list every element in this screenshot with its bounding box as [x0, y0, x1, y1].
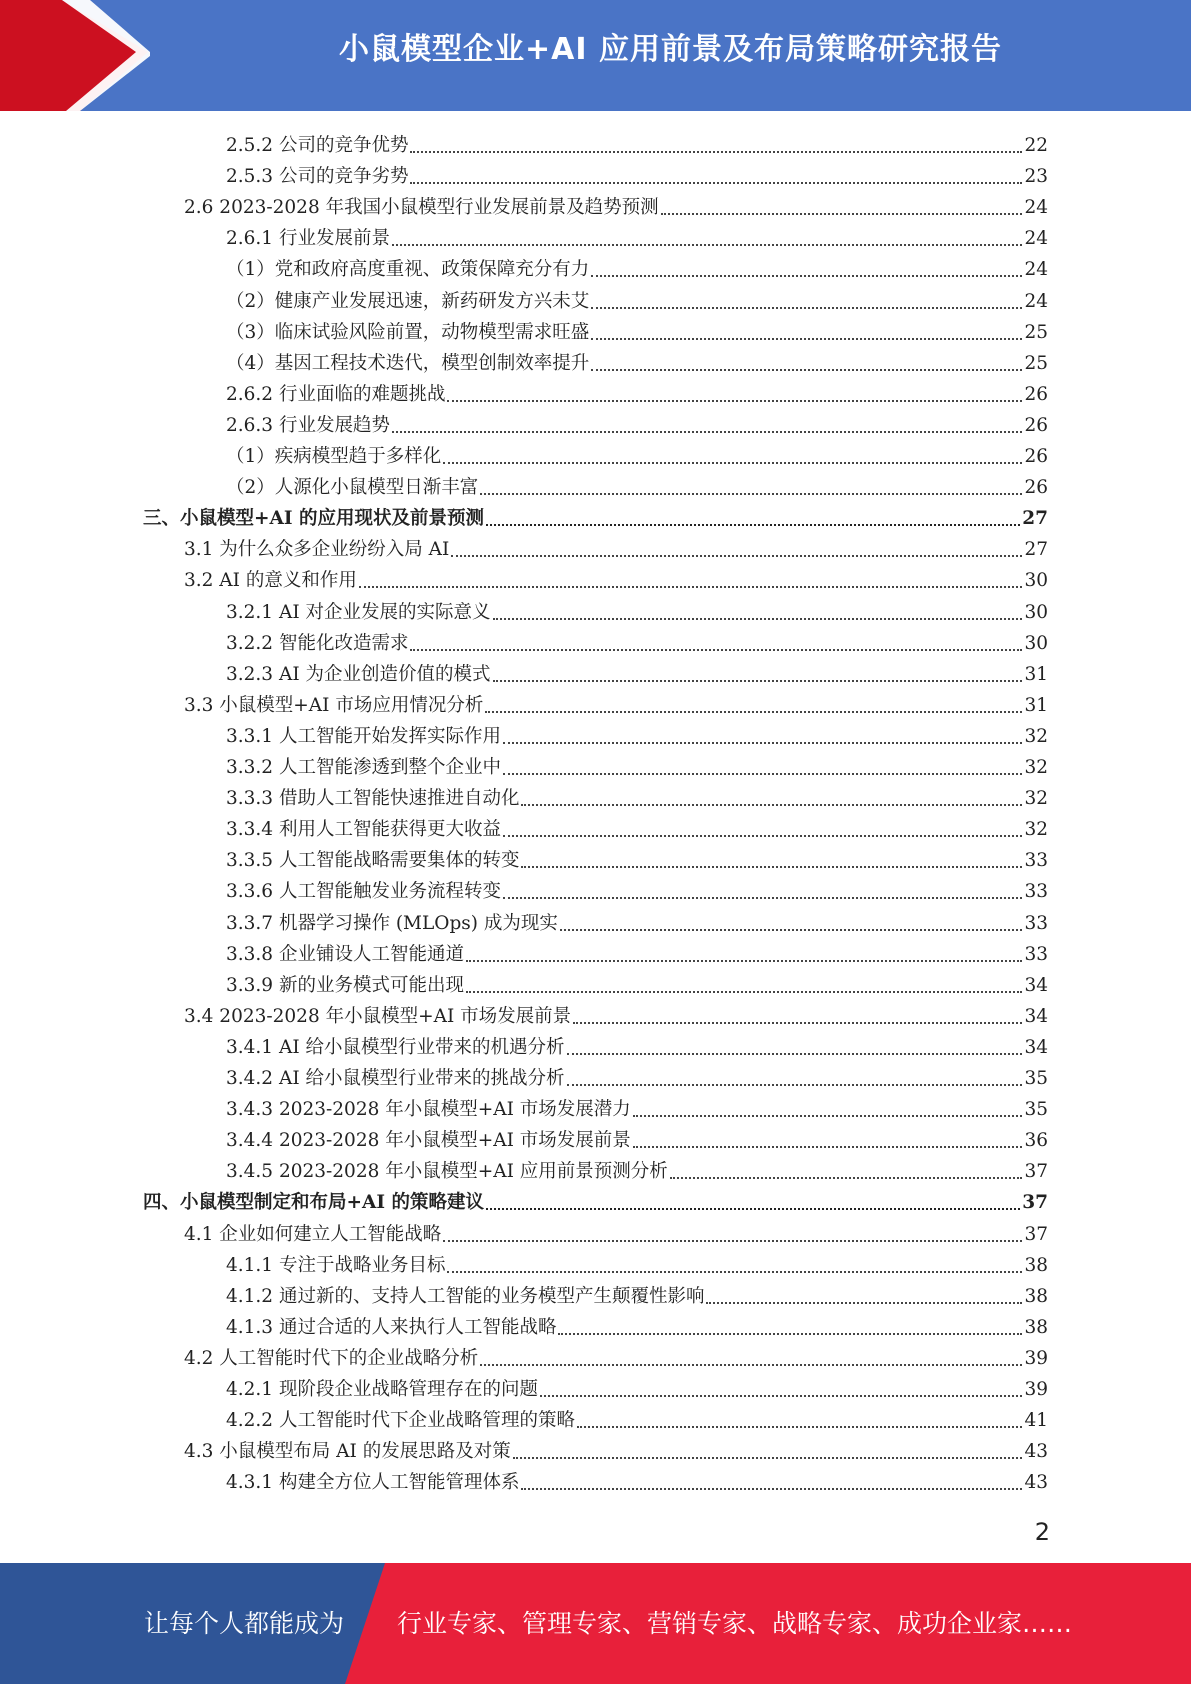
toc-entry-title: 3.3.8 企业铺设人工智能通道: [226, 943, 464, 965]
toc-entry[interactable]: [226, 905, 1048, 936]
toc-dot-leader: [567, 1084, 1023, 1086]
toc-entry-title: 4.1 企业如何建立人工智能战略: [184, 1223, 442, 1245]
toc-dot-leader: [466, 991, 1022, 993]
toc-dot-leader: [480, 493, 1022, 495]
toc-dot-leader: [392, 244, 1022, 246]
toc-dot-leader: [521, 1488, 1022, 1490]
toc-dot-leader: [558, 1333, 1022, 1335]
toc-entry[interactable]: [184, 1216, 1048, 1247]
toc-entry[interactable]: [226, 718, 1048, 749]
toc-dot-leader: [633, 1146, 1023, 1148]
toc-entry-title: （1）党和政府高度重视、政策保障充分有力: [226, 259, 590, 281]
page-footer: [0, 1563, 1191, 1684]
toc-dot-leader: [466, 960, 1022, 962]
toc-entry-title: 4.1.1 专注于战略业务目标: [226, 1254, 446, 1276]
toc-entry-title: 3.3.6 人工智能触发业务流程转变: [226, 881, 501, 903]
toc-entry-title: 3.3 小鼠模型+AI 市场应用情况分析: [184, 694, 484, 716]
toc-entry-title: 3.4.5 2023-2028 年小鼠模型+AI 应用前景预测分析: [226, 1161, 668, 1183]
toc-entry-title: 4.3 小鼠模型布局 AI 的发展思路及对策: [184, 1441, 511, 1463]
toc-dot-leader: [591, 307, 1022, 309]
toc-entry-page: 33: [1024, 912, 1048, 934]
toc-dot-leader: [560, 929, 1023, 931]
toc-entry-page: 38: [1024, 1254, 1048, 1276]
toc-entry-title: 3.3.2 人工智能渗透到整个企业中: [226, 757, 501, 778]
toc-dot-leader: [521, 804, 1022, 806]
toc-entry[interactable]: [184, 189, 1048, 220]
toc-entry-page: 33: [1024, 881, 1048, 903]
toc-entry-page: 43: [1024, 1441, 1048, 1463]
toc-entry-title: 4.2 人工智能时代下的企业战略分析: [184, 1347, 479, 1369]
toc-entry-title: 三、小鼠模型+AI 的应用现状及前景预测: [143, 508, 484, 530]
toc-entry[interactable]: [226, 1371, 1048, 1402]
toc-entry[interactable]: [226, 594, 1048, 625]
toc-entry[interactable]: [226, 251, 1048, 282]
toc-entry[interactable]: [226, 314, 1048, 345]
toc-entry[interactable]: [226, 1029, 1048, 1060]
toc-entry-title: 4.3.1 构建全方位人工智能管理体系: [226, 1472, 520, 1494]
toc-entry-title: 3.3.5 人工智能战略需要集体的转变: [226, 850, 520, 872]
toc-entry-page: 33: [1024, 943, 1048, 965]
toc-dot-leader: [503, 742, 1022, 744]
toc-entry-page: 32: [1024, 757, 1048, 778]
toc-entry[interactable]: [143, 500, 1048, 531]
toc-entry-title: 3.2.3 AI 为企业创造价值的模式: [226, 663, 491, 685]
toc-entry-title: 3.2.2 智能化改造需求: [226, 632, 409, 654]
toc-dot-leader: [591, 369, 1022, 371]
toc-entry-page: 41: [1024, 1410, 1048, 1432]
toc-entry-page: 27: [1022, 508, 1048, 530]
toc-dot-leader: [577, 1426, 1022, 1428]
toc-entry-title: 3.1 为什么众多企业纷纷入局 AI: [184, 539, 450, 561]
toc-entry[interactable]: [226, 1091, 1048, 1122]
toc-entry-page: 27: [1024, 539, 1048, 561]
toc-entry[interactable]: [226, 749, 1048, 780]
toc-entry[interactable]: [184, 1433, 1048, 1464]
toc-entry[interactable]: [184, 531, 1048, 562]
toc-entry-title: （2）健康产业发展迅速，新药研发方兴未艾: [226, 290, 590, 312]
toc-entry-page: 39: [1024, 1379, 1048, 1400]
toc-entry[interactable]: [226, 1122, 1048, 1153]
toc-entry-title: 2.6 2023-2028 年我国小鼠模型行业发展前景及趋势预测: [184, 197, 659, 219]
toc-dot-leader: [486, 524, 1020, 526]
toc-dot-leader: [591, 275, 1022, 277]
toc-dot-leader: [591, 338, 1022, 340]
toc-dot-leader: [410, 182, 1022, 184]
toc-entry-title: （4）基因工程技术迭代，模型创制效率提升: [226, 352, 590, 374]
toc-entry-title: （3）临床试验风险前置，动物模型需求旺盛: [226, 321, 590, 343]
toc-entry-title: 3.4.2 AI 给小鼠模型行业带来的挑战分析: [226, 1068, 565, 1089]
report-title: 小鼠模型企业+AI 应用前景及布局策略研究报告: [339, 32, 1002, 67]
toc-entry-title: 3.3.4 利用人工智能获得更大收益: [226, 819, 501, 841]
toc-dot-leader: [503, 835, 1022, 837]
toc-entry-title: （2）人源化小鼠模型日渐丰富: [226, 477, 479, 499]
toc-dot-leader: [521, 866, 1022, 868]
toc-entry-page: 30: [1024, 632, 1048, 654]
toc-entry[interactable]: [226, 967, 1048, 998]
toc-dot-leader: [392, 431, 1022, 433]
toc-entry-page: 38: [1024, 1316, 1048, 1338]
toc-entry[interactable]: [143, 1184, 1048, 1215]
toc-entry-page: 32: [1024, 788, 1048, 810]
toc-entry[interactable]: [226, 1402, 1048, 1433]
toc-entry-page: 37: [1024, 1161, 1048, 1183]
toc-entry[interactable]: [226, 1153, 1048, 1184]
toc-entry-page: 23: [1024, 166, 1048, 188]
toc-entry-page: 31: [1024, 694, 1048, 716]
toc-entry-title: 3.4.1 AI 给小鼠模型行业带来的机遇分析: [226, 1036, 565, 1058]
toc-dot-leader: [670, 1177, 1023, 1179]
toc-dot-leader: [359, 586, 1023, 588]
toc-entry-title: 4.2.1 现阶段企业战略管理存在的问题: [226, 1379, 538, 1400]
toc-entry-page: 31: [1024, 663, 1048, 685]
toc-entry-title: 3.4.4 2023-2028 年小鼠模型+AI 市场发展前景: [226, 1130, 631, 1152]
toc-entry-title: 3.2.1 AI 对企业发展的实际意义: [226, 601, 491, 623]
toc-dot-leader: [633, 1115, 1023, 1117]
toc-entry-page: 37: [1022, 1192, 1048, 1214]
toc-entry-page: 35: [1024, 1068, 1048, 1089]
toc-entry[interactable]: [184, 562, 1048, 593]
toc-dot-leader: [493, 680, 1023, 682]
toc-dot-leader: [503, 897, 1022, 899]
toc-entry-title: （1）疾病模型趋于多样化: [226, 446, 442, 467]
toc-entry[interactable]: [226, 220, 1048, 251]
toc-entry[interactable]: [226, 158, 1048, 189]
toc-entry[interactable]: [226, 936, 1048, 967]
toc-entry-page: 22: [1024, 135, 1048, 156]
toc-entry-page: 24: [1024, 290, 1048, 312]
toc-entry[interactable]: [226, 438, 1048, 469]
toc-entry-page: 32: [1024, 725, 1048, 747]
toc-entry-title: 2.6.1 行业发展前景: [226, 228, 390, 250]
toc-dot-leader: [410, 151, 1022, 153]
toc-entry-page: 32: [1024, 819, 1048, 841]
toc-entry-page: 25: [1024, 352, 1048, 374]
toc-entry[interactable]: [226, 811, 1048, 842]
toc-entry[interactable]: [184, 1340, 1048, 1371]
toc-dot-leader: [493, 618, 1023, 620]
toc-entry-page: 35: [1024, 1099, 1048, 1121]
toc-entry[interactable]: [226, 345, 1048, 376]
toc-entry-page: 26: [1024, 383, 1048, 405]
toc-entry-page: 38: [1024, 1285, 1048, 1307]
toc-dot-leader: [485, 711, 1022, 713]
toc-entry-page: 30: [1024, 570, 1048, 592]
toc-entry[interactable]: [226, 1247, 1048, 1278]
toc-entry-title: 3.3.1 人工智能开始发挥实际作用: [226, 725, 501, 747]
toc-entry-title: 2.5.2 公司的竞争优势: [226, 135, 409, 156]
toc-entry-page: 34: [1024, 974, 1048, 996]
toc-dot-leader: [513, 1457, 1023, 1459]
toc-entry[interactable]: [226, 376, 1048, 407]
toc-dot-leader: [480, 1364, 1022, 1366]
toc-entry-title: 4.1.3 通过合适的人来执行人工智能战略: [226, 1316, 557, 1338]
toc-entry-page: 26: [1024, 477, 1048, 499]
toc-entry-page: 24: [1024, 197, 1048, 219]
toc-entry[interactable]: [226, 780, 1048, 811]
toc-entry[interactable]: [226, 127, 1048, 158]
toc-dot-leader: [443, 462, 1022, 464]
toc-entry-page: 34: [1024, 1005, 1048, 1027]
toc-entry-title: 4.2.2 人工智能时代下企业战略管理的策略: [226, 1410, 575, 1432]
toc-entry-page: 25: [1024, 321, 1048, 343]
toc-entry[interactable]: [226, 842, 1048, 873]
toc-entry[interactable]: [184, 687, 1048, 718]
toc-dot-leader: [706, 1302, 1022, 1304]
toc-entry[interactable]: [226, 873, 1048, 904]
toc-entry-page: 43: [1024, 1472, 1048, 1494]
toc-entry[interactable]: [226, 1309, 1048, 1340]
toc-dot-leader: [573, 1022, 1022, 1024]
toc-dot-leader: [540, 1395, 1022, 1397]
page-header: [0, 0, 1191, 111]
toc-entry-page: 36: [1024, 1130, 1048, 1152]
toc-entry-title: 4.1.2 通过新的、支持人工智能的业务模型产生颠覆性影响: [226, 1285, 705, 1307]
toc-dot-leader: [567, 1053, 1023, 1055]
toc-entry-page: 30: [1024, 601, 1048, 623]
toc-entry-title: 3.3.7 机器学习操作 (MLOps) 成为现实: [226, 912, 558, 934]
toc-entry-page: 26: [1024, 414, 1048, 436]
toc-entry-title: 3.3.3 借助人工智能快速推进自动化: [226, 788, 520, 810]
toc-dot-leader: [447, 400, 1022, 402]
toc-entry-page: 24: [1024, 228, 1048, 250]
toc-entry[interactable]: [226, 1060, 1048, 1091]
toc-entry[interactable]: [226, 1278, 1048, 1309]
toc-entry-title: 3.3.9 新的业务模式可能出现: [226, 974, 464, 996]
toc-entry[interactable]: [226, 625, 1048, 656]
toc-entry-title: 3.4 2023-2028 年小鼠模型+AI 市场发展前景: [184, 1005, 572, 1027]
toc-entry-page: 33: [1024, 850, 1048, 872]
toc-dot-leader: [661, 213, 1023, 215]
toc-dot-leader: [410, 649, 1022, 651]
toc-entry-page: 39: [1024, 1347, 1048, 1369]
toc-dot-leader: [447, 1271, 1022, 1273]
footer-slogan-right: 行业专家、管理专家、营销专家、战略专家、成功企业家……: [397, 1609, 1073, 1638]
toc-dot-leader: [503, 773, 1022, 775]
header-chevron-decoration: [0, 0, 150, 111]
toc-entry-title: 四、小鼠模型制定和布局+AI 的策略建议: [143, 1192, 484, 1214]
toc-entry-title: 2.6.3 行业发展趋势: [226, 414, 390, 436]
toc-dot-leader: [451, 555, 1022, 557]
toc-entry-title: 2.5.3 公司的竞争劣势: [226, 166, 409, 188]
toc-entry[interactable]: [226, 1464, 1048, 1495]
footer-slogan-left: 让每个人都能成为: [144, 1609, 345, 1638]
toc-entry[interactable]: [226, 407, 1048, 438]
toc-entry-page: 37: [1024, 1223, 1048, 1245]
toc-entry-page: 34: [1024, 1036, 1048, 1058]
toc-entry-page: 24: [1024, 259, 1048, 281]
toc-entry[interactable]: [226, 283, 1048, 314]
toc-dot-leader: [486, 1208, 1020, 1210]
toc-entry-title: 3.2 AI 的意义和作用: [184, 570, 357, 592]
toc-entry[interactable]: [184, 998, 1048, 1029]
toc-entry-title: 3.4.3 2023-2028 年小鼠模型+AI 市场发展潜力: [226, 1099, 631, 1121]
toc-entry[interactable]: [226, 656, 1048, 687]
toc-dot-leader: [443, 1240, 1022, 1242]
toc-entry-title: 2.6.2 行业面临的难题挑战: [226, 383, 446, 405]
page-number: 2: [1034, 1518, 1050, 1546]
toc-entry-page: 26: [1024, 446, 1048, 467]
toc-entry[interactable]: [226, 469, 1048, 500]
